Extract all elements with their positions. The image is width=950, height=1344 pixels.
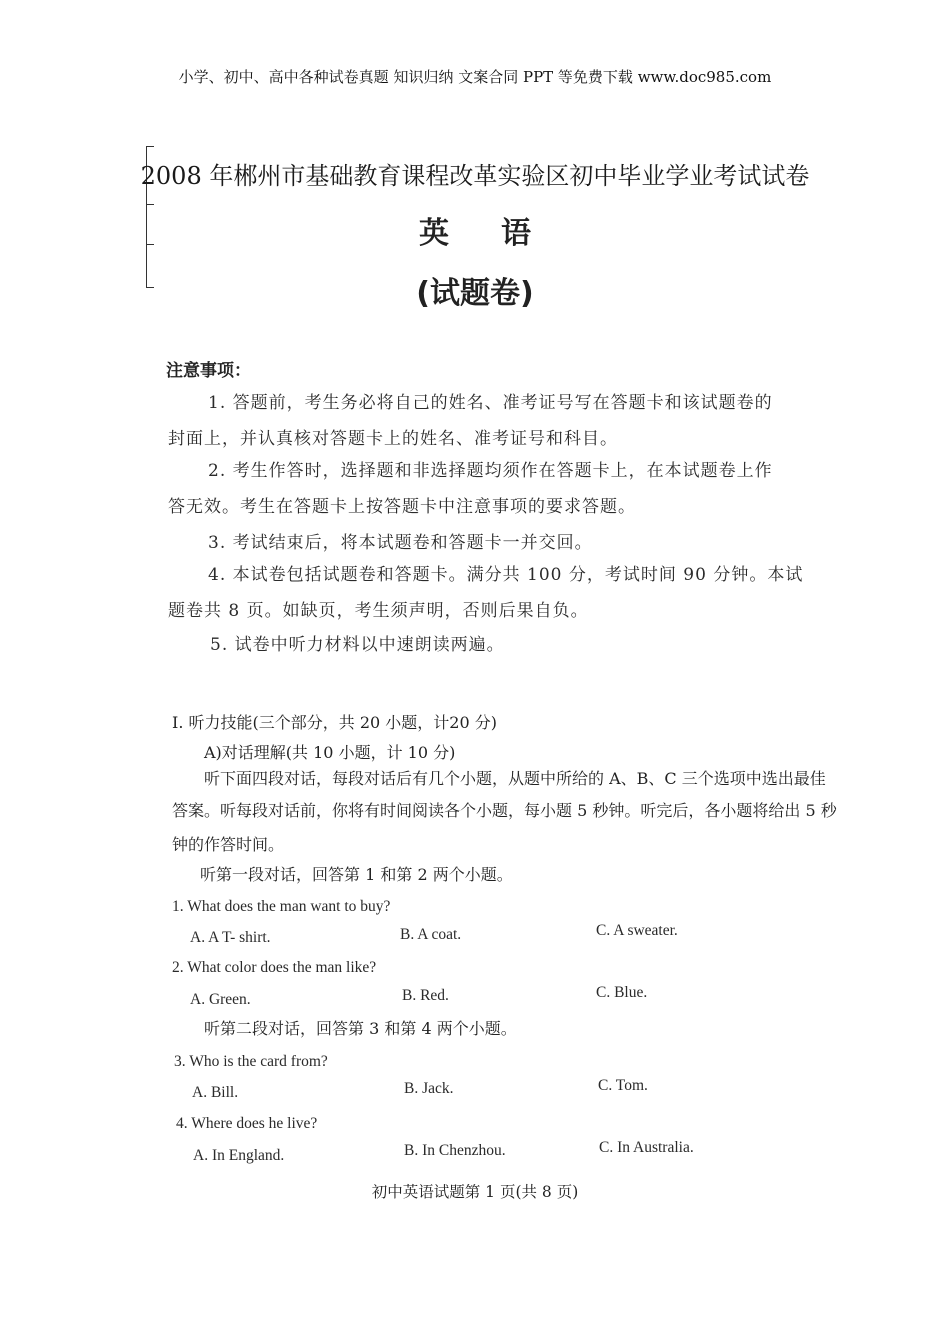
- option-b: B. In Chenzhou.: [404, 1142, 506, 1159]
- section-title: Ⅰ. 听力技能(三个部分，共 20 小题，计20 分): [172, 713, 497, 732]
- part-title: A)对话理解(共 10 小题，计 10 分): [204, 743, 456, 762]
- option-c: C. Blue.: [596, 984, 648, 1001]
- instruction-line: 钟的作答时间。: [172, 835, 285, 854]
- instruction-line: 答案。听每段对话前，你将有时间阅读各个小题，每小题 5 秒钟。听完后，各小题将给出 5 秒: [172, 801, 837, 820]
- option-a: A. Bill.: [192, 1084, 239, 1101]
- option-c: C. Tom.: [598, 1077, 648, 1094]
- instruction-line: 听下面四段对话，每段对话后有几个小题，从题中所给的 A、B、C 三个选项中选出最佳: [204, 769, 826, 788]
- option-a: A. In England.: [193, 1147, 285, 1164]
- binding-tick: [146, 204, 154, 205]
- option-c: C. A sweater.: [596, 922, 678, 939]
- notice-line: 2. 考生作答时，选择题和非选择题均须作在答题卡上，在本试题卷上作: [208, 461, 773, 481]
- option-b: B. A coat.: [400, 926, 462, 943]
- notice-line: 题卷共 8 页。如缺页，考生须声明，否则后果自负。: [168, 601, 589, 621]
- option-c: C. In Australia.: [599, 1139, 694, 1156]
- question-stem: 3. Who is the card from?: [174, 1053, 328, 1070]
- notice-line: 3. 考试结束后，将本试题卷和答题卡一并交回。: [208, 533, 593, 553]
- question-stem: 2. What color does the man like?: [172, 959, 377, 976]
- notice-line: 5. 试卷中听力材料以中速朗读两遍。: [210, 635, 505, 655]
- dialog-instruction: 听第一段对话，回答第 1 和第 2 两个小题。: [200, 865, 513, 884]
- notice-line: 4. 本试卷包括试题卷和答题卡。满分共 100 分，考试时间 90 分钟。本试: [208, 565, 804, 585]
- binding-tick: [146, 146, 154, 147]
- question-stem: 4. Where does he live?: [176, 1115, 318, 1132]
- page-footer: 初中英语试题第 1 页(共 8 页): [371, 1183, 579, 1201]
- notice-heading: 注意事项：: [166, 361, 251, 381]
- option-a: A. A T- shirt.: [190, 929, 271, 946]
- dialog-instruction: 听第二段对话，回答第 3 和第 4 两个小题。: [204, 1019, 517, 1038]
- option-a: A. Green.: [190, 991, 251, 1008]
- exam-title: 2008 年郴州市基础教育课程改革实验区初中毕业学业考试试卷: [140, 162, 810, 190]
- option-b: B. Jack.: [404, 1080, 454, 1097]
- site-banner: 小学、初中、高中各种试卷真题 知识归纳 文案合同 PPT 等免费下载 www.doc985.com: [178, 68, 772, 86]
- notice-line: 答无效。考生在答题卡上按答题卡中注意事项的要求答题。: [168, 497, 636, 517]
- paper-type: (试题卷): [416, 276, 534, 311]
- notice-line: 1. 答题前，考生务必将自己的姓名、准考证号写在答题卡和该试题卷的: [208, 393, 773, 413]
- option-b: B. Red.: [402, 987, 449, 1004]
- subject-title: 英语: [419, 216, 583, 251]
- question-stem: 1. What does the man want to buy?: [172, 898, 391, 915]
- notice-line: 封面上，并认真核对答题卡上的姓名、准考证号和科目。: [168, 429, 618, 449]
